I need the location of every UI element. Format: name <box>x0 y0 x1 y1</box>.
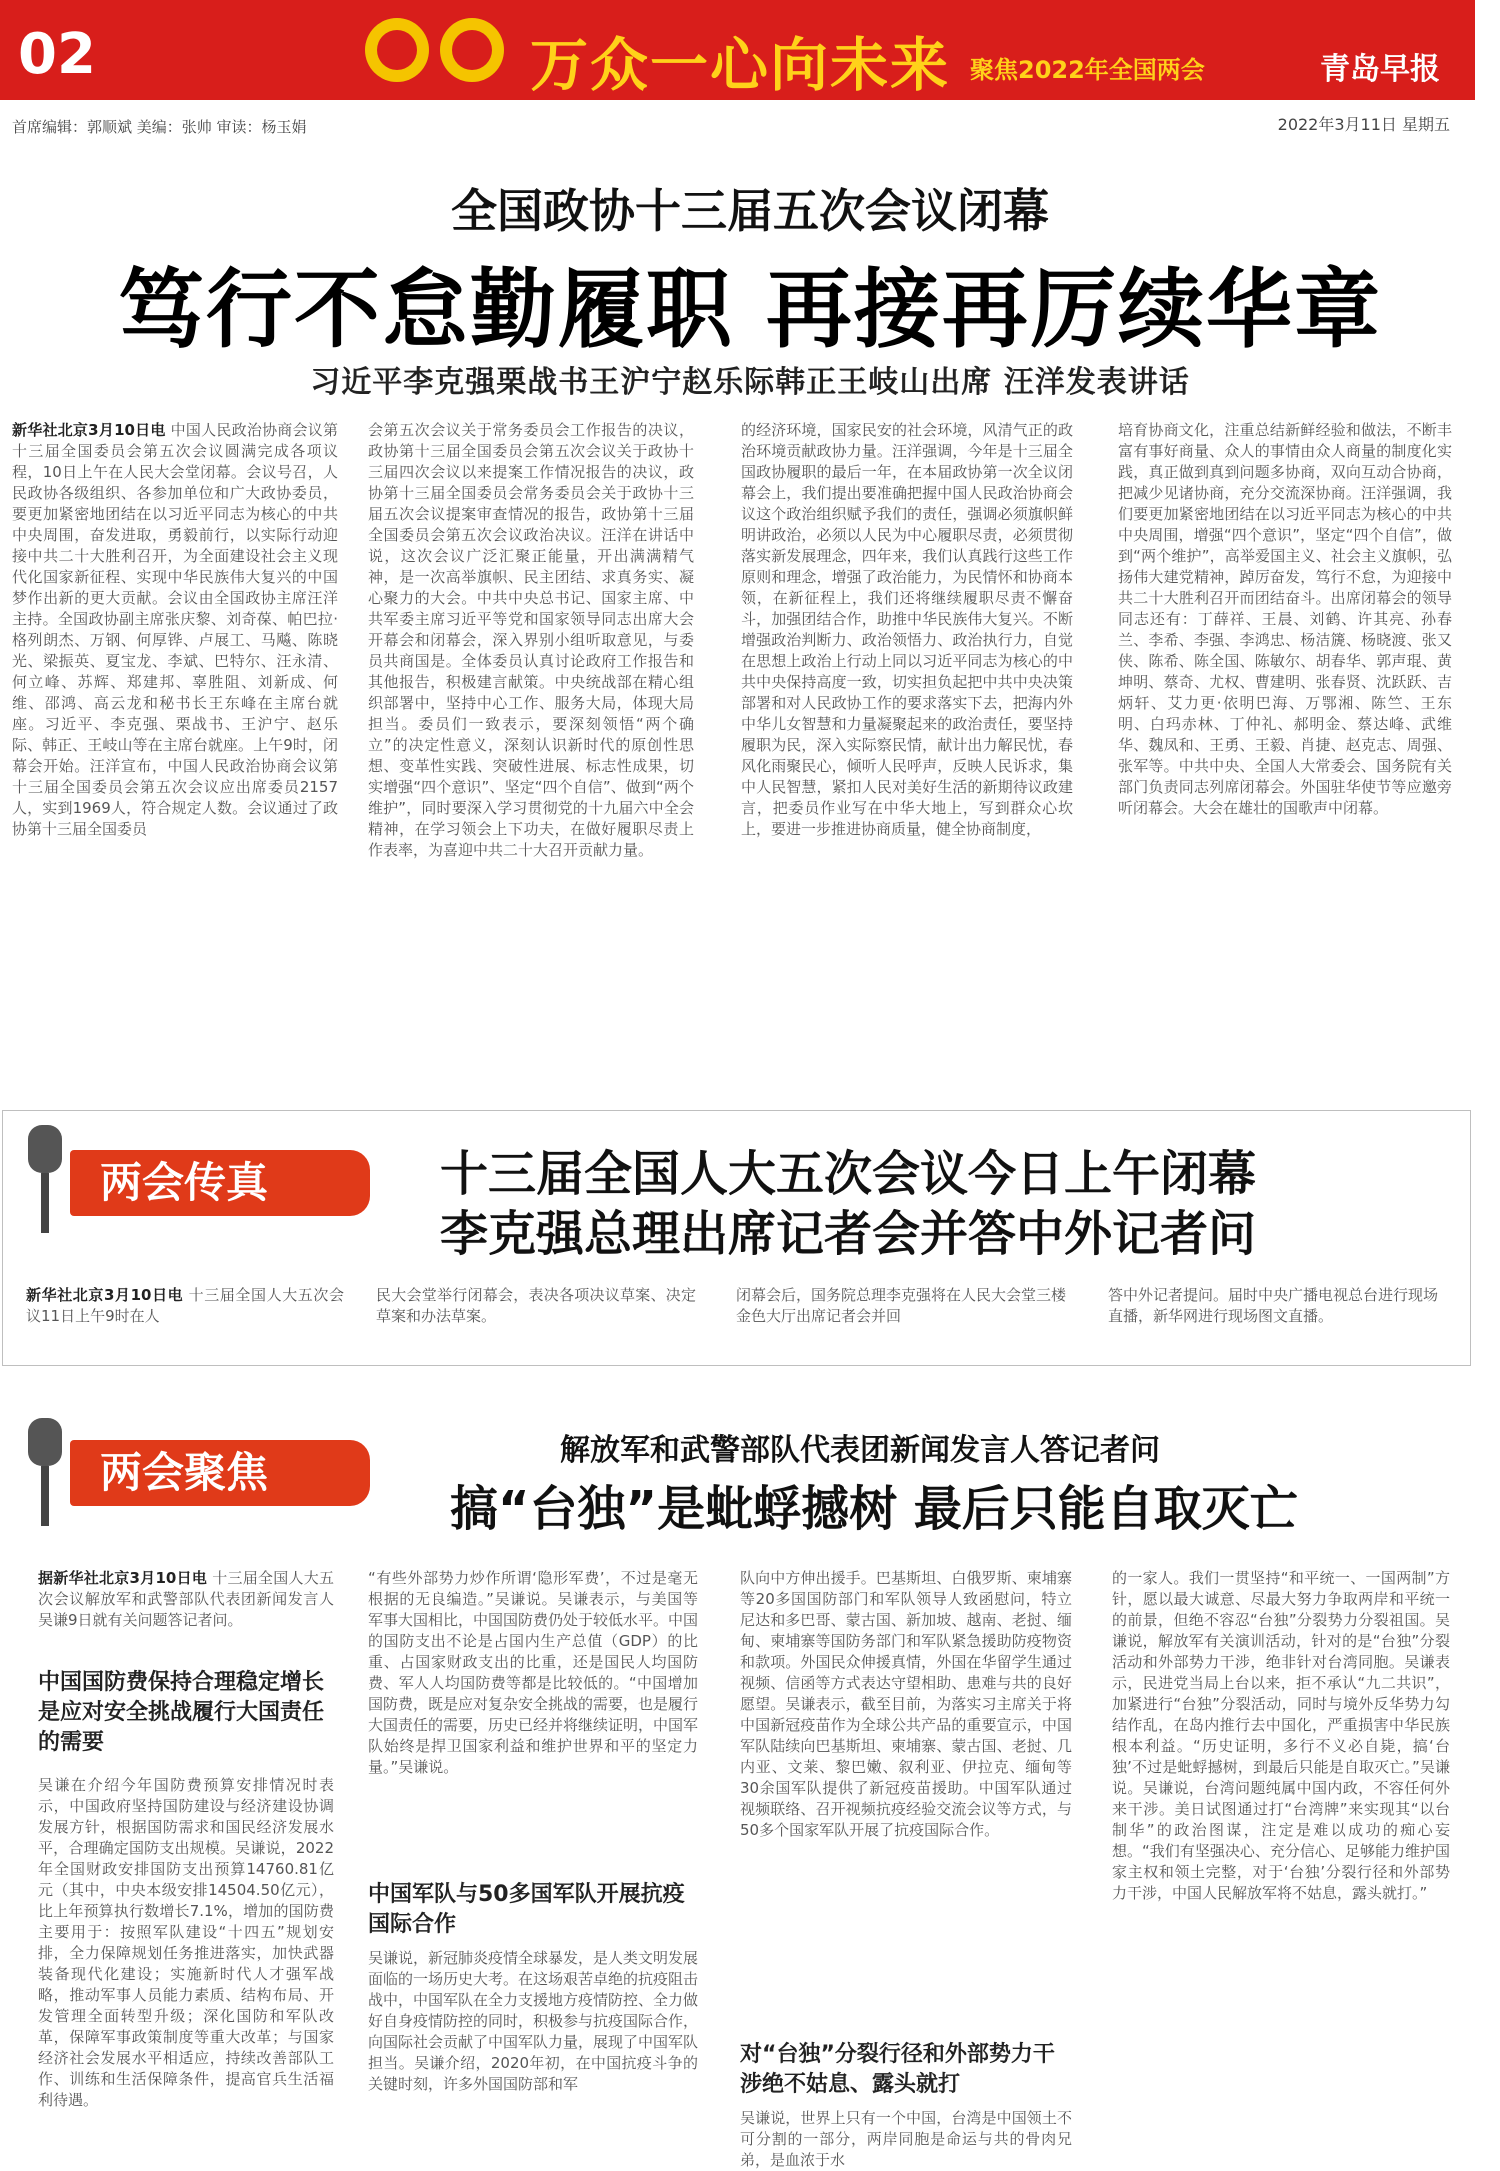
focus-column-4-text: 的一家人。我们一贯坚持“和平统一、一国两制”方针，愿以最大诚意、尽最大努力争取两岸和平统一的前景，但绝不容忍“台独”分裂势力分裂祖国。吴谦说，解放军有关演训活动，针对的是“台独”分裂活动和外部势力干涉，绝非针对台湾同胞。吴谦表示，民进党当局上台以来，拒不承认“九二共识”，加紧进行“台独”分裂活动，同时与境外反华势力勾结作乱，在岛内推行去中国化，严重损害中华民族根本利益。“历史证明，多行不义必自毙，搞‘台独’不过是蚍蜉撼树，到最后只能是自取灭亡。”吴谦说。吴谦说，台湾问题纯属中国内政，不容任何外来干涉。美日试图通过打“台湾牌”来实现其“以台制华”的政治图谋，注定是难以成功的痴心妄想。“我们有坚强决心、充分信心、足够能力维护国家主权和领土完整，对于‘台独’分裂行径和外部势力干涉，中国人民解放军将不姑息，露头就打。” <box>1112 1569 1450 1902</box>
lead-kicker: 全国政协十三届五次会议闭幕 <box>451 184 1049 238</box>
microphone-icon <box>22 1125 68 1245</box>
focus-column-3-body <box>740 2108 1072 2169</box>
focus-column-1-text: 吴谦在介绍今年国防费预算安排情况时表示，中国政府坚持国防建设与经济建设协调发展方针，根据国防需求和国民经济发展水平，合理确定国防支出规模。吴谦说，2022年全国财政安排国防支出预算14760.81亿元（其中，中央本级安排14504.50亿元），比上年预算执行数增长7.1%，增加的国防费主要用于：按照军队建设“十四五”规划安排，全力保障规划任务推进落实，加快武器装备现代化建设；实施新时代人才强军战略，推动军事人员能力素质、结构布局、开发管理全面转型升级；深化国防和军队改革，保障军事政策制度等重大改革；与国家经济社会发展水平相适应，持续改善部队工作、训练和生活保障条件，提高官兵生活福利待遇。 <box>38 1776 334 2109</box>
issue-date: 2022年3月11日 星期五 <box>1277 115 1450 134</box>
focus-subhead-covid-cooperation: 中国军队与50多国军队开展抗疫国际合作 <box>368 1882 685 1937</box>
microphone-icon <box>22 1418 68 1538</box>
news-flash-column-2-text: 民大会堂举行闭幕会，表决各项决议草案、决定草案和办法草案。 <box>376 1286 696 1325</box>
lead-column-4-text: 培育协商文化，注重总结新鲜经验和做法，不断丰富有事好商量、众人的事情由众人商量的制度化实践，真正做到真到问题多协商，双向互动合协商，把减少见诸协商，充分交流深协商。汪洋强调，我们要更加紧密地团结在以习近平同志为核心的中共中央周围，增强“四个意识”，坚定“四个自信”，做到“两个维护”，高举爱国主义、社会主义旗帜，弘扬伟大建党精神，踔厉奋发，笃行不怠，为迎接中共二十大胜利召开而团结奋斗。出席闭幕会的领导同志还有：丁薛祥、王晨、刘鹤、许其亮、孙春兰、李希、李强、李鸿忠、杨洁篪、杨晓渡、张又侠、陈希、陈全国、陈敏尔、胡春华、郭声琨、黄坤明、蔡奇、尤权、曹建明、张春贤、沈跃跃、吉炳轩、艾力更·依明巴海、万鄂湘、陈竺、王东明、白玛赤林、丁仲礼、郝明金、蔡达峰、武维华、魏凤和、王勇、王毅、肖捷、赵克志、周强、张军等。中共中央、全国人大常委会、国务院有关部门负责同志列席闭幕会。外国驻华使节等应邀旁听闭幕会。大会在雄壮的国歌声中闭幕。 <box>1118 421 1452 817</box>
news-flash-headline-2: 李克强总理出席记者会并答中外记者问 <box>440 1206 1257 1262</box>
lead-dateline: 新华社北京3月10日电 <box>12 421 166 439</box>
editor-credits: 首席编辑：郭顺斌 美编：张帅 审读：杨玉娟 <box>12 118 307 136</box>
lead-column-2-text: 会第五次会议关于常务委员会工作报告的决议，政协第十三届全国委员会第五次会议关于政协十三届四次会议以来提案工作情况报告的决议，政协第十三届全国委员会常务委员会关于政协十三届五次会议提案审查情况的报告，政协第十三届全国委员会第五次会议政治决议。汪洋在讲话中说，这次会议广泛汇聚正能量，开出满满精气神，是一次高举旗帜、民主团结、求真务实、凝心聚力的大会。中共中央总书记、国家主席、中共军委主席习近平等党和国家领导同志出席大会开幕会和闭幕会，深入界别小组听取意见，与委员共商国是。全体委员认真讨论政府工作报告和其他报告，积极建言献策。中央统战部在精心组织部署中，坚持中心工作、服务大局，体现大局担当。委员们一致表示，要深刻领悟“两个确立”的决定性意义，深刻认识新时代的原创性思想、变革性实践、突破性进展、标志性成果，切实增强“四个意识”、坚定“四个自信”、做到“两个维护”，同时要深入学习贯彻党的十九届六中全会精神，在学习领会上下功夫，在做好履职尽责上作表率，为喜迎中共二十大召开贡献力量。 <box>368 421 694 859</box>
focus-label: 两会聚焦 <box>70 1440 370 1506</box>
national-emblem-icon <box>365 18 429 82</box>
focus-dateline: 据新华社北京3月10日电 <box>38 1569 208 1587</box>
lead-column-1-text: 中国人民政治协商会议第十三届全国委员会第五次会议圆满完成各项议程，10日上午在人民大会堂闭幕。会议号召，人民政协各级组织、各参加单位和广大政协委员，要更加紧密地团结在以习近平同志为核心的中共中央周围，奋发进取，勇毅前行，以实际行动迎接中共二十大胜利召开，为全面建设社会主义现代化国家新征程、实现中华民族伟大复兴的中国梦作出新的更大贡献。会议由全国政协主席汪洋主持。全国政协副主席张庆黎、刘奇葆、帕巴拉·格列朗杰、万钢、何厚铧、卢展工、马飚、陈晓光、梁振英、夏宝龙、李斌、巴特尔、汪永清、何立峰、苏辉、郑建邦、辜胜阻、刘新成、何维、邵鸿、高云龙和秘书长王东峰在主席台就座。习近平、李克强、栗战书、王沪宁、赵乐际、韩正、王岐山等在主席台就座。上午9时，闭幕会开始。汪洋宣布，中国人民政治协商会议第十三届全国委员会第五次会议应出席委员2157人，实到1969人，符合规定人数。会议通过了政协第十三届全国委员 <box>12 421 339 838</box>
lead-column-3 <box>741 420 1073 1060</box>
news-flash-column-1 <box>26 1285 344 1331</box>
newspaper-brand: 青岛早报 <box>1320 52 1440 87</box>
news-flash-headline-1: 十三届全国人大五次会议今日上午闭幕 <box>440 1146 1257 1202</box>
news-flash-column-3-text: 闭幕会后，国务院总理李克强将在人民大会堂三楼金色大厅出席记者会并回 <box>736 1286 1067 1325</box>
news-flash-column-2 <box>376 1285 696 1331</box>
focus-column-3 <box>740 1568 1072 2028</box>
banner-slogan: 万众一心向未来 <box>530 31 951 99</box>
focus-column-4 <box>1112 1568 1450 2158</box>
news-flash-column-4 <box>1108 1285 1438 1331</box>
lead-column-3-text: 的经济环境，国家民安的社会环境，风清气正的政治环境贡献政协力量。汪洋强调，今年是十三届全国政协履职的最后一年，在本届政协第一次全议闭幕会上，我们提出要准确把握中国人民政治协商会议这个政治组织赋予我们的责任，强调必须旗帜鲜明讲政治，必须以人民为中心履职尽责，必须贯彻落实新发展理念，四年来，我们认真践行这些工作原则和理念，增强了政治能力，为民情怀和协商本领，在新征程上，我们还将继续履职尽责不懈奋斗，加强团结合作，助推中华民族伟大复兴。不断增强政治判断力、政治领悟力、政治执行力，自觉在思想上政治上行动上同以习近平同志为核心的中共中央保持高度一致，切实担负起把中共中央决策部署和对人民政协工作的要求落实下去，把海内外中华儿女智慧和力量凝聚起来的政治责任，要坚持履职为民，深入实际察民情，献计出力解民忧，春风化雨聚民心，倾听人民呼声，反映人民诉求，集中人民智慧，紧扣人民对美好生活的新期待议政建言，把委员作业写在中华大地上，写到群众心坎上，要进一步推进协商质量，健全协商制度， <box>741 421 1073 838</box>
focus-column-3-body-text: 吴谦说，世界上只有一个中国，台湾是中国领土不可分割的一部分，两岸同胞是命运与共的骨肉兄弟，是血浓于水 <box>740 2109 1072 2169</box>
focus-column-1-intro <box>38 1568 334 1652</box>
masthead-banner <box>0 0 1475 100</box>
lead-headline: 笃行不怠勤履职 再接再厉续华章 <box>118 260 1382 360</box>
focus-kicker: 解放军和武警部队代表团新闻发言人答记者问 <box>560 1433 1160 1468</box>
focus-column-2-body <box>368 1948 698 2155</box>
focus-column-3-text: 队向中方伸出援手。巴基斯坦、白俄罗斯、柬埔寨等20多国国防部门和军队领导人致函慰问，特立尼达和多巴哥、蒙古国、新加坡、越南、老挝、缅甸、柬埔寨等国防务部门和军队紧急援助防疫物资和款项。外国民众伸援真情，外国在华留学生通过视频、信函等方式表达守望相助、患难与共的良好愿望。吴谦表示，截至目前，为落实习主席关于将中国新冠疫苗作为全球公共产品的重要宣示，中国军队陆续向巴基斯坦、柬埔寨、蒙古国、老挝、几内亚、文莱、黎巴嫩、叙利亚、伊拉克、缅甸等30余国军队提供了新冠疫苗援助。中国军队通过视频联络、召开视频抗疫经验交流会议等方式，与50多个国家军队开展了抗疫国际合作。 <box>740 1569 1072 1839</box>
news-flash-column-3 <box>736 1285 1066 1331</box>
focus-intro-text: 十三届全国人大五次会议解放军和武警部队代表团新闻发言人吴谦9日就有关问题答记者问。 <box>38 1569 334 1629</box>
news-flash-column-4-text: 答中外记者提问。届时中央广播电视总台进行现场直播，新华网进行现场图文直播。 <box>1108 1286 1439 1325</box>
focus-column-1-body <box>38 1775 334 2155</box>
news-flash-dateline: 新华社北京3月10日电 <box>26 1286 184 1304</box>
lead-column-4 <box>1118 420 1452 1060</box>
banner-subtitle: 聚焦2022年全国两会 <box>970 56 1205 84</box>
lead-subhead: 习近平李克强栗战书王沪宁赵乐际韩正王岐山出席 汪洋发表讲话 <box>310 365 1190 400</box>
lead-column-1 <box>12 420 338 1060</box>
lead-column-2 <box>368 420 694 1060</box>
news-flash-column-1-text: 十三届全国人大五次会议11日上午9时在人 <box>26 1286 344 1325</box>
news-flash-label: 两会传真 <box>70 1150 370 1216</box>
page-number: 02 <box>18 22 96 87</box>
focus-column-2-text: “有些外部势力炒作所谓‘隐形军费’，不过是毫无根据的无良编造。”吴谦说。吴谦表示，与美国等军事大国相比，中国国防费仍处于较低水平。中国的国防支出不论是占国内生产总值（GDP）的比重、占国家财政支出的比重，还是国民人均国防费、军人人均国防费等都是比较低的。“中国增加国防费，既是应对复杂安全挑战的需要，也是履行大国责任的需要，历史已经并将继续证明，中国军队始终是捍卫国家利益和维护世界和平的坚定力量。”吴谦说。 <box>368 1569 699 1776</box>
focus-headline: 搞“台独”是蚍蜉撼树 最后只能自取灭亡 <box>450 1481 1298 1537</box>
focus-column-2-body-text: 吴谦说，新冠肺炎疫情全球暴发，是人类文明发展面临的一场历史大考。在这场艰苦卓绝的抗疫阻击战中，中国军队在全力支援地方疫情防控、全力做好自身疫情防控的同时，积极参与抗疫国际合作，向国际社会贡献了中国军队力量，展现了中国军队担当。吴谦介绍，2020年初，在中国抗疫斗争的关键时刻，许多外国国防部和军 <box>368 1949 699 2093</box>
focus-subhead-defense-budget: 中国国防费保持合理稳定增长是应对安全挑战履行大国责任的需要 <box>38 1670 325 1755</box>
cppcc-emblem-icon <box>440 18 504 82</box>
focus-column-2 <box>368 1568 698 1868</box>
focus-subhead-taiwan: 对“台独”分裂行径和外部势力干涉绝不姑息、露头就打 <box>740 2042 1055 2097</box>
